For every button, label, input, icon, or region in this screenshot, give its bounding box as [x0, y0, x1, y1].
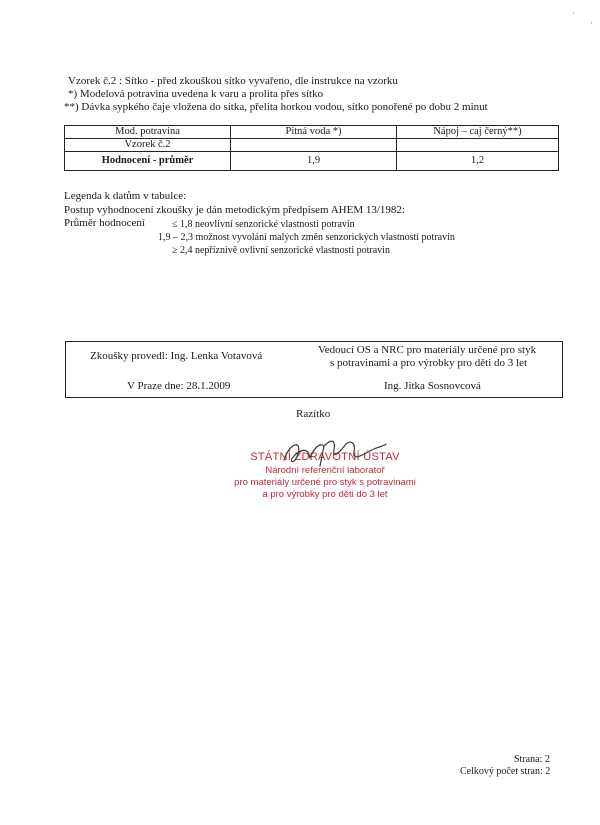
header-drinking-water: Pitná voda *) [231, 126, 397, 139]
total-pages: Celkový počet stran: 2 [460, 766, 551, 777]
result-label: Hodnocení - průměr [65, 152, 231, 171]
head-title-line-1: Vedoucí OS a NRC pro materiály určené pro styk [318, 344, 537, 356]
footnote-tea: **) Dávka sypkého čaje vložena do sítka, přelita horkou vodou, sítko ponořené po dobu 2 minut [64, 101, 488, 113]
legend-title: Legenda k datům v tabulce: [64, 190, 187, 202]
sample-water-cell [231, 139, 397, 152]
head-title-line-2: s potravinami a pro výrobky pro děti do 3 let [330, 357, 528, 369]
footnote-water: *) Modelová potravina uvedena k varu a prolita přes sítko [68, 88, 324, 100]
page-number: Strana: 2 [514, 754, 550, 765]
scan-mark: · [590, 18, 593, 28]
head-name: Ing. Jitka Sosnovcová [384, 380, 481, 392]
handwritten-signature [280, 432, 390, 477]
header-food-model: Mod. potravina [65, 126, 231, 139]
sample-description: Vzorek č.2 : Sítko - před zkouškou sítko vyvařeno, dle instrukce na vzorku [68, 75, 398, 87]
table-row-sample [65, 139, 559, 152]
legend-rating-1: ≤ 1,8 neovlivní senzorické vlastnosti potravin [172, 219, 355, 230]
legend-rating-3: ≥ 2,4 nepříznivě ovlivní senzorické vlastnosti potravin [172, 245, 390, 256]
legend-method: Postup vyhodnocení zkoušky je dán metodickým předpisem AHEM 13/1982: [64, 204, 405, 216]
header-black-tea: Nápoj – caj černý**) [397, 126, 559, 139]
results-table [64, 125, 559, 171]
scan-mark: · [572, 8, 575, 18]
legend-rating-label: Průměr hodnocení [64, 217, 145, 229]
place-date: V Praze dne: 28.1.2009 [127, 380, 231, 392]
table-header-row [65, 126, 559, 139]
stamp-line-institute: STÁTNÍ ZDRAVOTNÍ ÚSTAV [250, 451, 400, 463]
result-tea-value: 1,2 [397, 152, 559, 171]
legend-rating-2: 1,9 – 2,3 možnost vyvolání malých změn senzorických vlastností potravin [158, 232, 455, 243]
result-water-value: 1,9 [231, 152, 397, 171]
table-row-result [65, 152, 559, 171]
stamp-line-lab: Národní referenční laboratoř [265, 465, 385, 476]
sample-label: Vzorek č.2 [65, 139, 231, 152]
performed-by: Zkoušky provedl: Ing. Lenka Votavová [90, 350, 263, 362]
sample-tea-cell [397, 139, 559, 152]
stamp-label: Razítko [296, 408, 331, 420]
stamp-line-materials: pro materiály určené pro styk s potravinami [234, 477, 416, 488]
stamp-line-children: a pro výrobky pro děti do 3 let [262, 489, 388, 500]
